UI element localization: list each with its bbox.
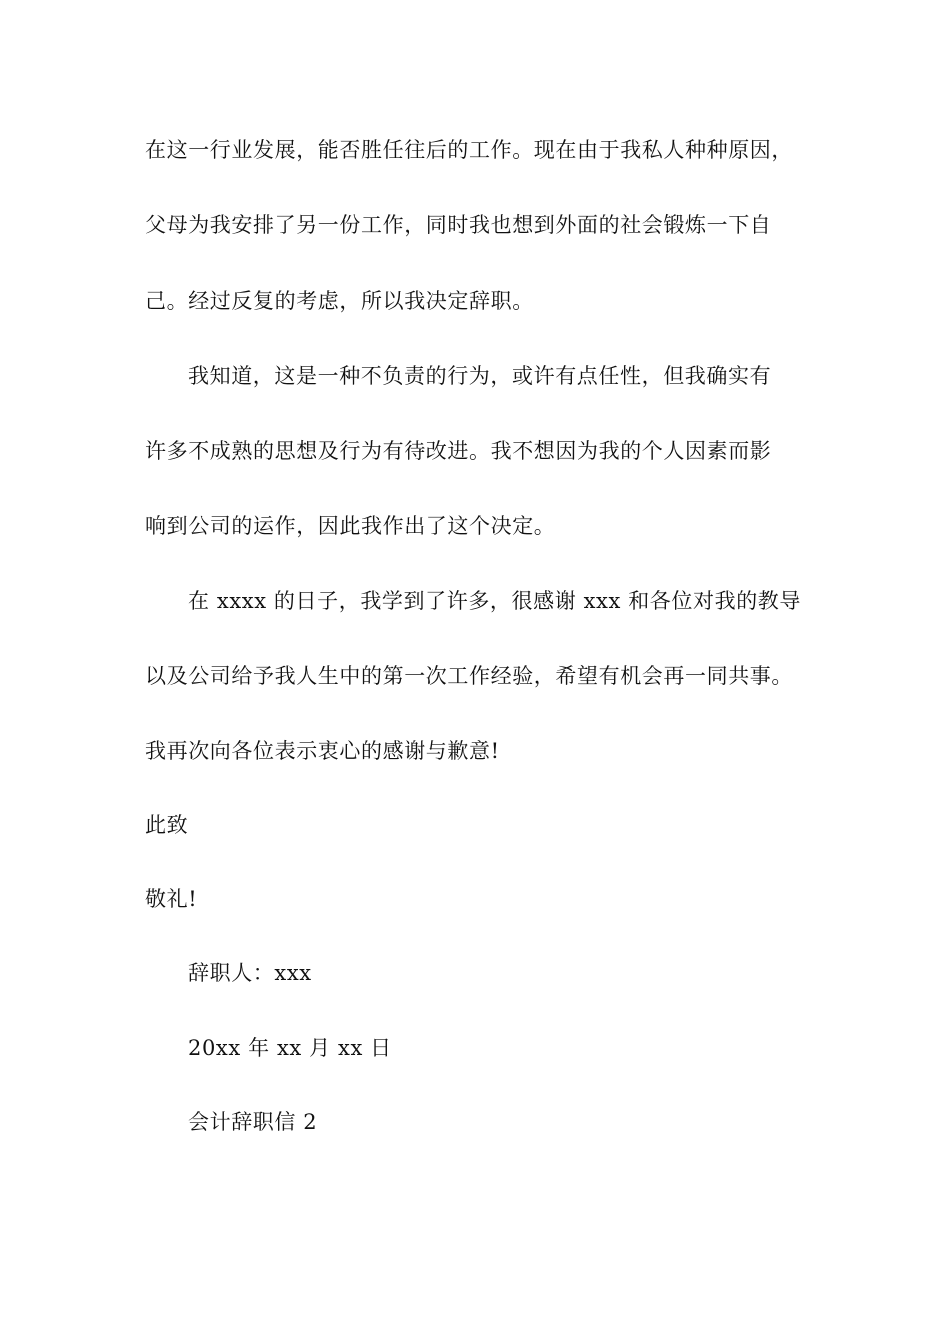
closing-regards: 敬礼! [145,887,198,911]
body-text-line: 己。经过反复的考虑，所以我决定辞职。 [145,289,534,313]
body-text-line: 在 xxxx 的日子，我学到了许多，很感谢 xxx 和各位对我的教导 [188,589,802,613]
body-text-line: 我再次向各位表示衷心的感谢与歉意! [145,739,500,763]
signatory: 辞职人：xxx [188,961,312,985]
letter-date: 20xx 年 xx 月 xx 日 [188,1036,392,1060]
body-text-line: 父母为我安排了另一份工作，同时我也想到外面的社会锻炼一下自 [145,213,772,237]
body-text-line: 我知道，这是一种不负责的行为，或许有点任性，但我确实有 [188,364,772,388]
body-text-line: 响到公司的运作，因此我作出了这个决定。 [145,514,556,538]
body-text-line: 许多不成熟的思想及行为有待改进。我不想因为我的个人因素而影 [145,439,772,463]
body-text-line: 在这一行业发展，能否胜任往后的工作。现在由于我私人种种原因， [145,138,793,162]
closing-salutation: 此致 [145,813,189,837]
body-text-line: 以及公司给予我人生中的第一次工作经验，希望有机会再一同共事。 [145,664,793,688]
section-title: 会计辞职信 2 [188,1110,318,1134]
